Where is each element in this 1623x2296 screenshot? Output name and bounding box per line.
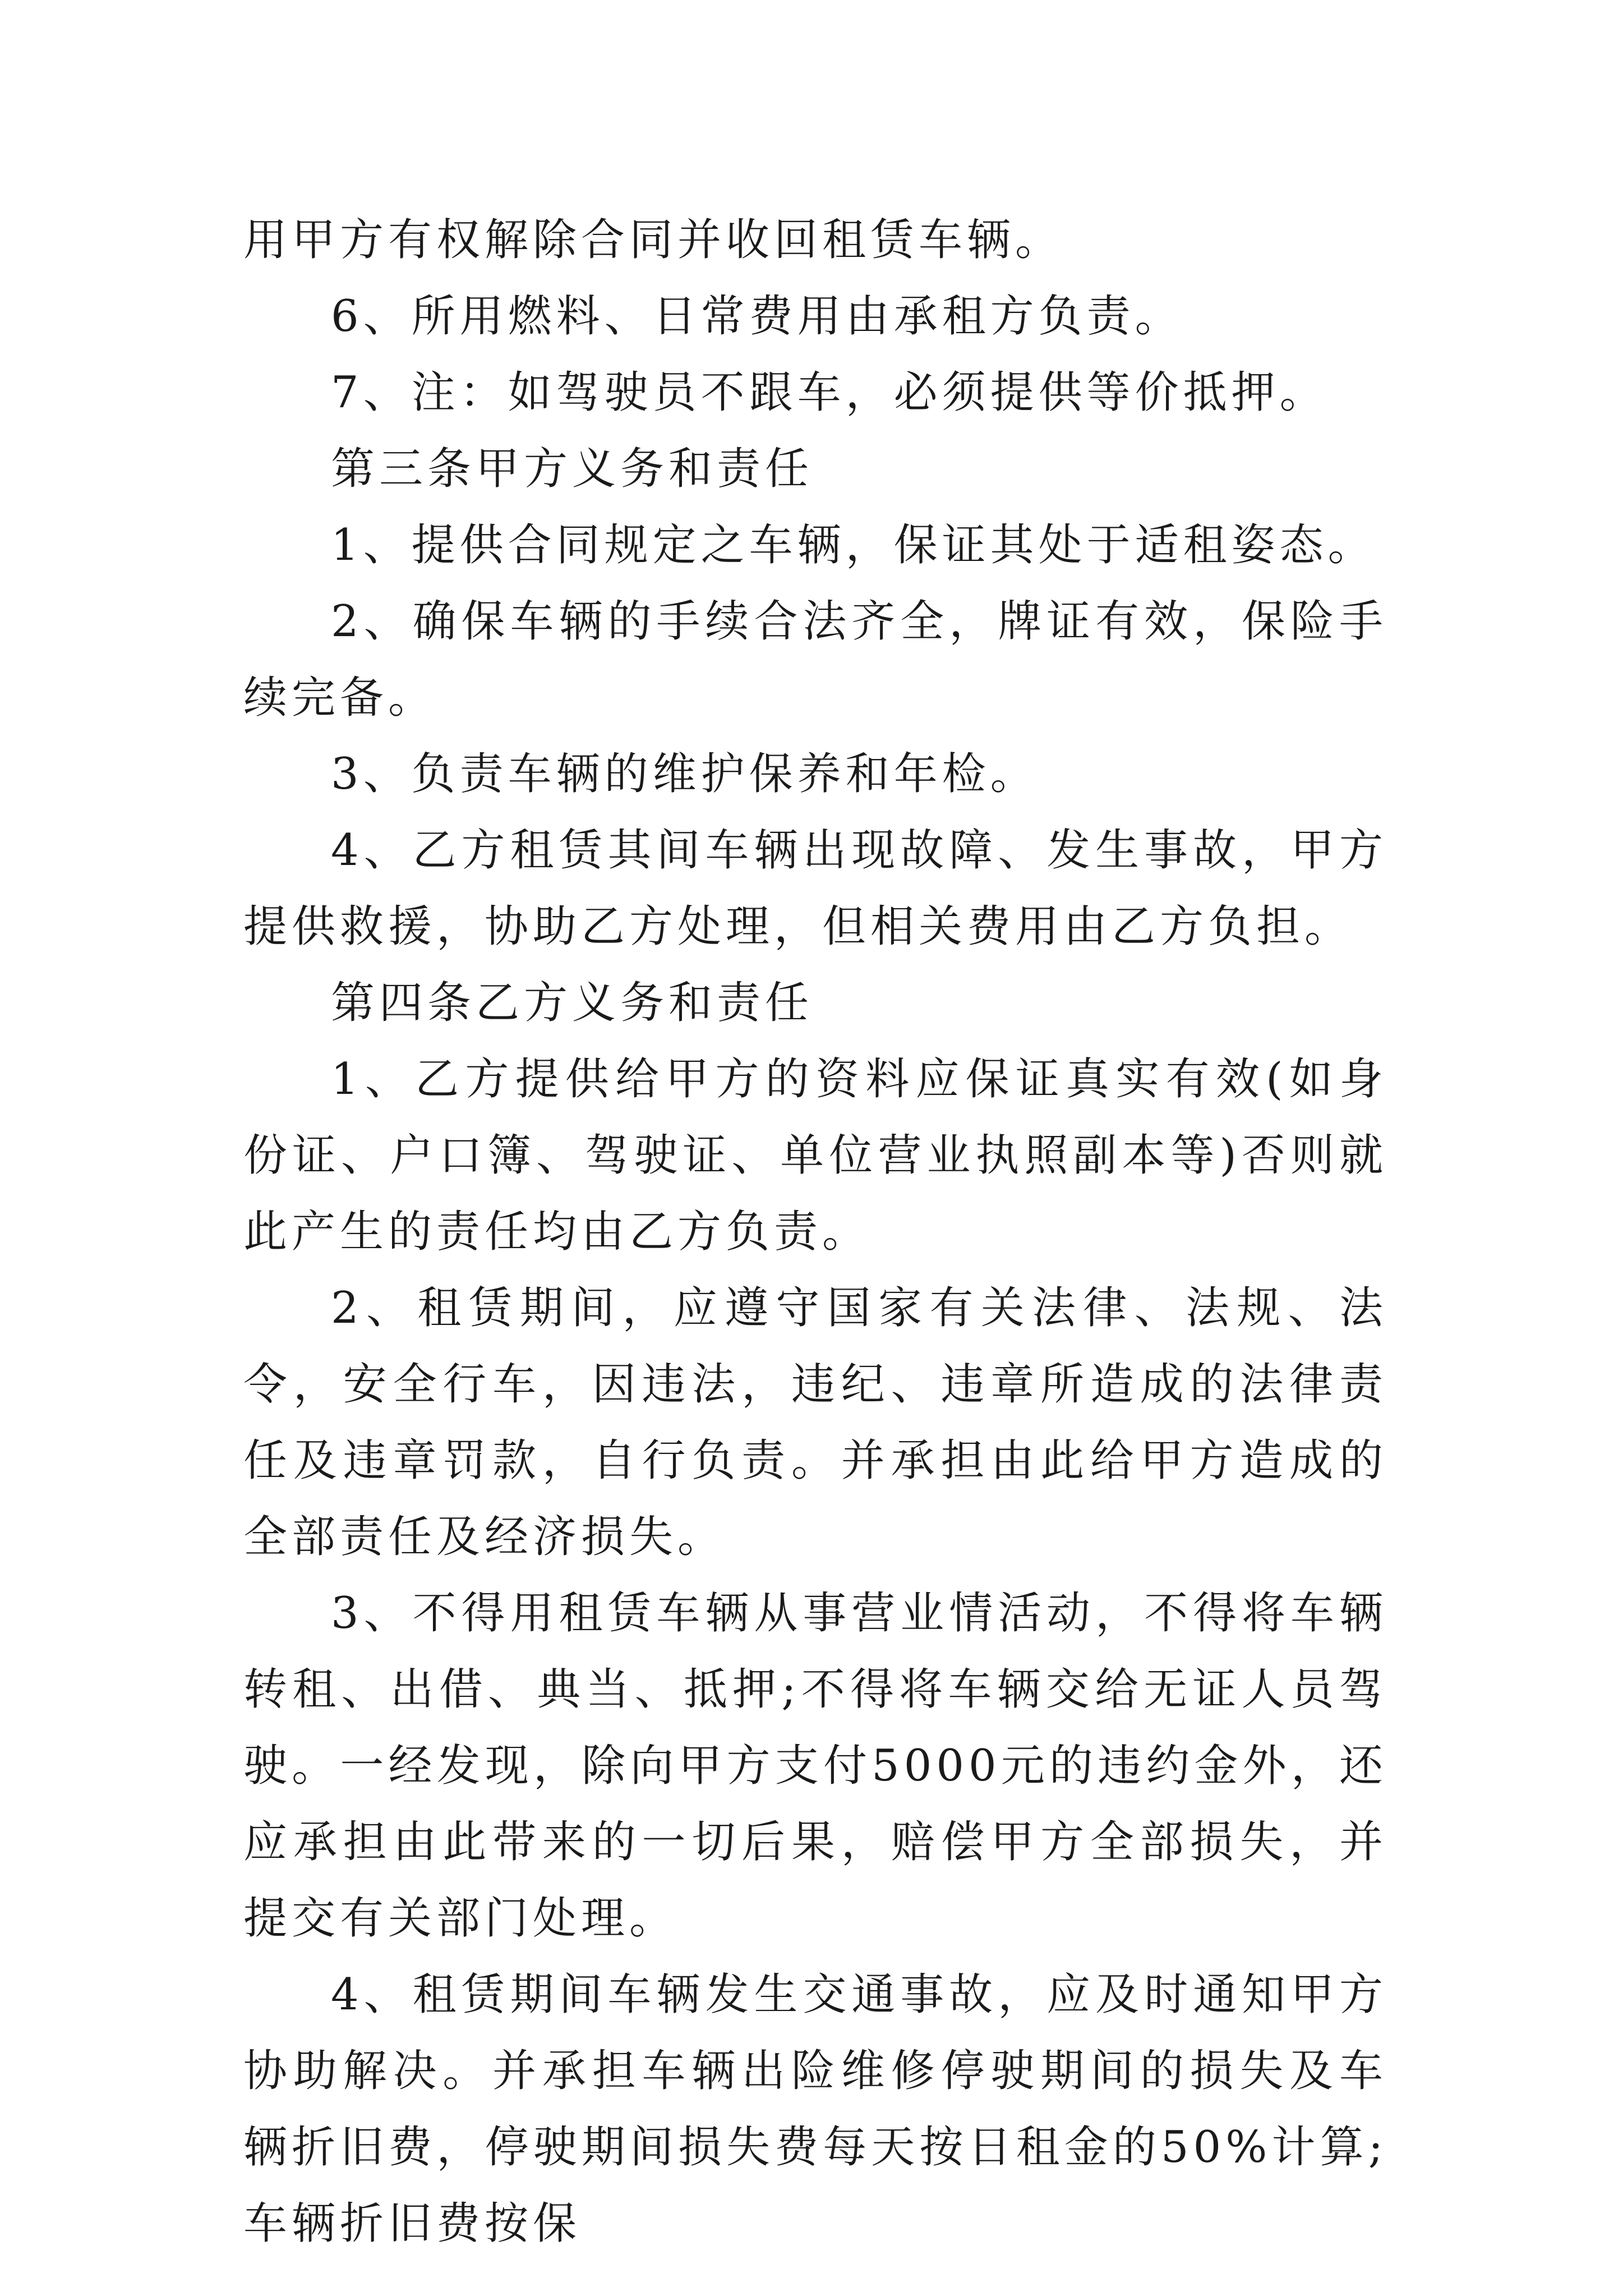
paragraph-article-4-item-1: 1、乙方提供给甲方的资料应保证真实有效(如身份证、户口簿、驾驶证、单位营业执照副本等)否则就此产生的责任均由乙方负责。: [243, 1054, 1387, 1257]
paragraph-item-6: 6、所用燃料、日常费用由承租方负责。: [331, 291, 1183, 342]
section-heading-article-3: 第三条甲方义务和责任: [331, 444, 814, 494]
section-heading-article-4: 第四条乙方义务和责任: [331, 978, 814, 1028]
document-body: [243, 202, 1387, 2262]
paragraph-article-3-item-3: 3、负责车辆的维护保养和年检。: [331, 749, 1039, 799]
paragraph-article-4-item-2: 2、租赁期间，应遵守国家有关法律、法规、法令，安全行车，因违法，违纪、违章所造成的法律责任及违章罚款，自行负责。并承担由此给甲方造成的全部责任及经济损失。: [243, 1283, 1387, 1562]
paragraph-article-3-item-4: 4、乙方租赁其间车辆出现故障、发生事故，甲方提供救援，协助乙方处理，但相关费用由乙方负担。: [243, 825, 1387, 952]
paragraph-article-4-item-3: 3、不得用租赁车辆从事营业情活动，不得将车辆转租、出借、典当、抵押;不得将车辆交给无证人员驾驶。一经发现，除向甲方支付5000元的违约金外，还应承担由此带来的一切后果，赔偿甲方全部损失，并提交有关部门处理。: [243, 1588, 1387, 1944]
paragraph-item-7-note: 7、注：如驾驶员不跟车，必须提供等价抵押。: [331, 367, 1328, 418]
paragraph-continuation: 用甲方有权解除合同并收回租赁车辆。: [243, 215, 1064, 265]
paragraph-article-3-item-1: 1、提供合同规定之车辆，保证其处于适租姿态。: [331, 520, 1376, 570]
paragraph-article-4-item-4: 4、租赁期间车辆发生交通事故，应及时通知甲方协助解决。并承担车辆出险维修停驶期间的损失及车辆折旧费，停驶期间损失费每天按日租金的50%计算;车辆折旧费按保: [243, 1970, 1387, 2249]
paragraph-article-3-item-2: 2、确保车辆的手续合法齐全，牌证有效，保险手续完备。: [243, 596, 1387, 723]
